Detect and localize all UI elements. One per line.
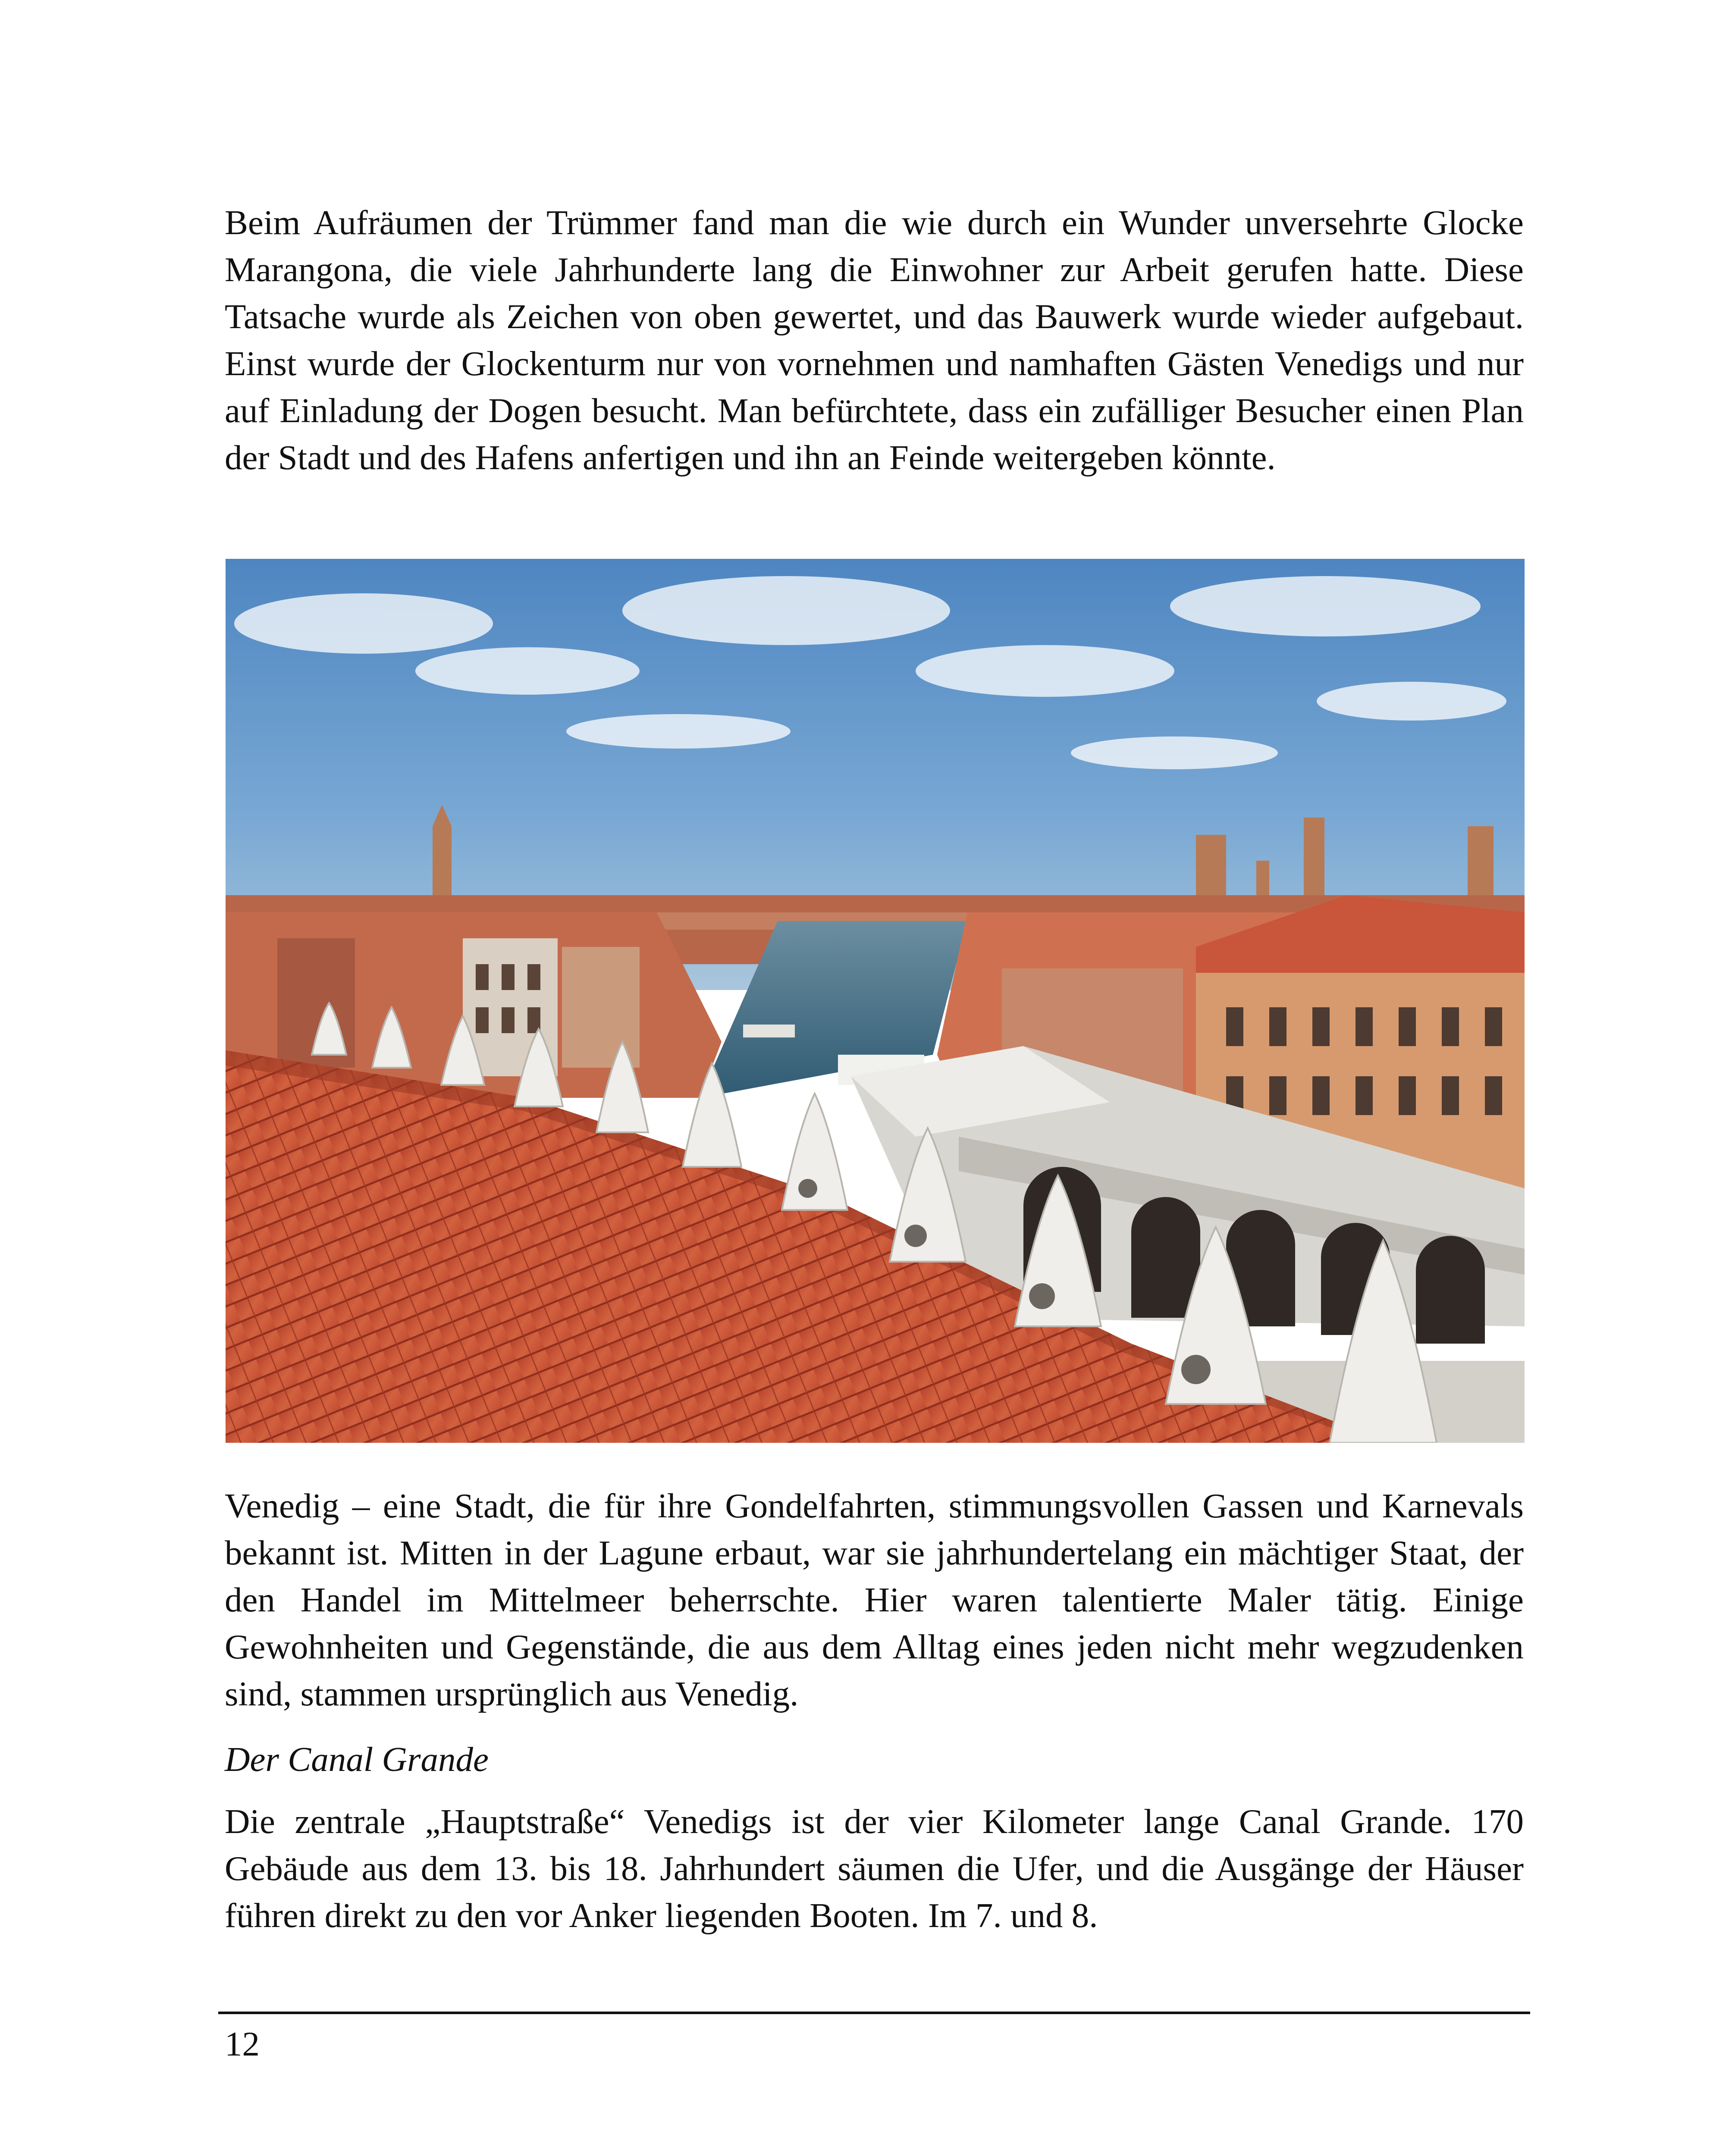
section-heading: Der Canal Grande	[225, 1740, 489, 1779]
body-paragraph: Die zentrale „Hauptstraße“ Venedigs ist der vier Kilometer lange Canal Grande. 170 Gebäude aus dem 13. bis 18. Jahrhundert säumen die Ufer, und die Ausgänge der Häuser führen direkt zu den vor Anker liegenden Booten. Im 7. und 8.	[225, 1802, 1524, 1935]
footer-divider	[218, 2012, 1530, 2014]
body-paragraph: Beim Aufräumen der Trümmer fand man die wie durch ein Wunder unversehrte Glocke Marangona, die viele Jahrhunderte lang die Einwohner zur Arbeit gerufen hatte. Diese Tatsache wurde als Zeichen von oben gewertet, und das Bauwerk wurde wieder aufgebaut. Einst wurde der Glockenturm nur von vornehmen und namhaften Gästen Venedigs und nur auf Einladung der Dogen besucht. Man befürchtete, dass ein zufälliger Besucher einen Plan der Stadt und des Hafens anfertigen und ihn an Feinde weitergeben könnte.	[225, 203, 1524, 477]
body-paragraph: Venedig – eine Stadt, die für ihre Gondelfahrten, stimmungsvollen Gassen und Karnevals bekannt ist. Mitten in der Lagune erbaut, war sie jahrhundertelang ein mächtiger Staat, der den Handel im Mittelmeer beherrschte. Hier waren talentierte Maler tätig. Einige Gewohnheiten und Gegenstände, die aus dem Alltag eines jeden nicht mehr wegzudenken sind, stammen ursprünglich aus Venedig.	[225, 1486, 1524, 1713]
page-number: 12	[225, 2024, 260, 2063]
venice-rooftop-photo	[226, 559, 1525, 1443]
photo-illustration	[226, 559, 1525, 1443]
